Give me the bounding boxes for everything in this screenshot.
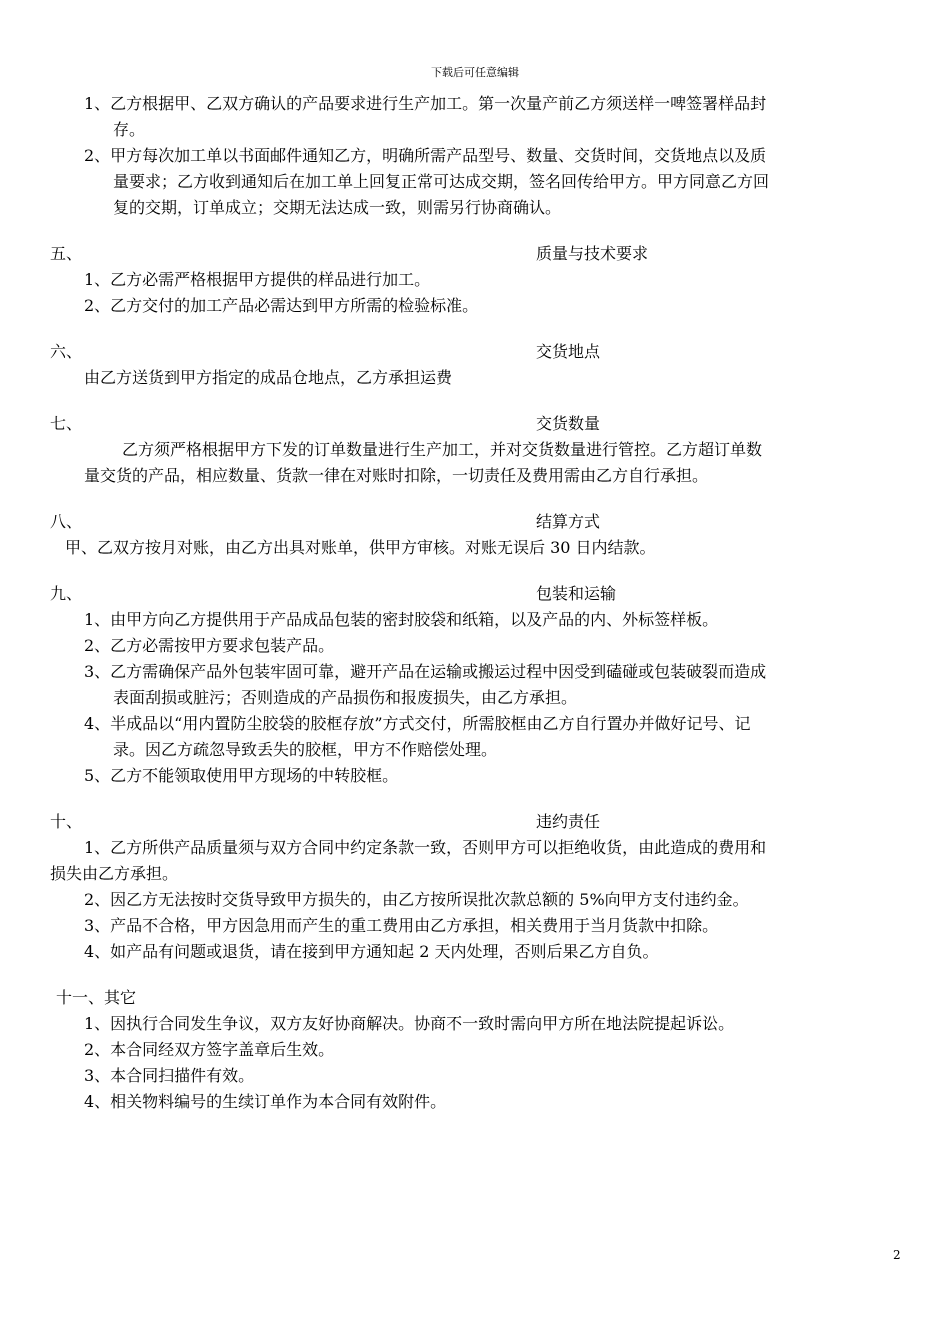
section-10-heading bbox=[50, 809, 906, 835]
section-5-item: 1、乙方必需严格根据甲方提供的样品进行加工。 bbox=[84, 270, 431, 289]
section-number: 九、 bbox=[50, 584, 83, 603]
section-number: 八、 bbox=[50, 512, 83, 531]
section-11-item: 4、相关物料编号的生续订单作为本合同有效附件。 bbox=[84, 1092, 447, 1111]
intro-clause-1: 1、乙方根据甲、乙双方确认的产品要求进行生产加工。第一次量产前乙方须送样一啤签署样品封 bbox=[84, 94, 767, 113]
section-title: 交货地点 bbox=[536, 342, 601, 361]
intro-clause-2-cont: 复的交期，订单成立；交期无法达成一致，则需另行协商确认。 bbox=[113, 198, 562, 217]
intro-clause-1-cont: 存。 bbox=[113, 120, 146, 139]
section-10-item: 3、产品不合格，甲方因急用而产生的重工费用由乙方承担，相关费用于当月货款中扣除。 bbox=[84, 916, 719, 935]
section-title: 交货数量 bbox=[536, 414, 601, 433]
section-9-item-cont: 录。因乙方疏忽导致丢失的胶框，甲方不作赔偿处理。 bbox=[113, 740, 498, 759]
section-11-item: 3、本合同扫描件有效。 bbox=[84, 1066, 255, 1085]
section-9-heading bbox=[50, 581, 906, 607]
section-10-item: 4、如产品有问题或退货，请在接到甲方通知起 2 天内处理，否则后果乙方自负。 bbox=[84, 942, 659, 961]
section-7-text: 乙方须严格根据甲方下发的订单数量进行生产加工，并对交货数量进行管控。乙方超订单数 bbox=[122, 440, 763, 459]
section-title: 违约责任 bbox=[536, 812, 601, 831]
intro-clause-2-cont: 量要求；乙方收到通知后在加工单上回复正常可达成交期，签名回传给甲方。甲方同意乙方回 bbox=[113, 172, 770, 191]
page-header: 下载后可任意编辑 bbox=[431, 66, 519, 79]
section-11-heading: 十一、其它 bbox=[56, 988, 137, 1007]
section-title: 包装和运输 bbox=[536, 584, 617, 603]
section-number: 十、 bbox=[50, 812, 83, 831]
section-5-item: 2、乙方交付的加工产品必需达到甲方所需的检验标准。 bbox=[84, 296, 479, 315]
document-body bbox=[50, 91, 906, 1115]
page-number: 2 bbox=[893, 1248, 901, 1262]
section-number: 五、 bbox=[50, 244, 83, 263]
section-number: 七、 bbox=[50, 414, 83, 433]
section-title: 质量与技术要求 bbox=[536, 244, 649, 263]
section-10-item: 1、乙方所供产品质量须与双方合同中约定条款一致，否则甲方可以拒绝收货，由此造成的费用和 bbox=[84, 838, 767, 857]
section-9-item: 4、半成品以“用内置防尘胶袋的胶框存放”方式交付，所需胶框由乙方自行置办并做好记号、记 bbox=[84, 714, 751, 733]
section-6-text: 由乙方送货到甲方指定的成品仓地点，乙方承担运费 bbox=[84, 368, 453, 387]
section-9-item: 5、乙方不能领取使用甲方现场的中转胶框。 bbox=[84, 766, 399, 785]
section-11-item: 2、本合同经双方签字盖章后生效。 bbox=[84, 1040, 335, 1059]
section-8-text: 甲、乙双方按月对账，由乙方出具对账单，供甲方审核。对账无误后 30 日内结款。 bbox=[65, 538, 656, 557]
section-10-item-cont: 损失由乙方承担。 bbox=[50, 864, 179, 883]
section-11-item: 1、因执行合同发生争议，双方友好协商解决。协商不一致时需向甲方所在地法院提起诉讼。 bbox=[84, 1014, 735, 1033]
section-9-item: 2、乙方必需按甲方要求包装产品。 bbox=[84, 636, 335, 655]
section-7-heading bbox=[50, 411, 906, 437]
section-number: 六、 bbox=[50, 342, 83, 361]
section-10-item: 2、因乙方无法按时交货导致甲方损失的，由乙方按所误批次款总额的 5%向甲方支付违约金。 bbox=[84, 890, 749, 909]
intro-clause-2: 2、甲方每次加工单以书面邮件通知乙方，明确所需产品型号、数量、交货时间，交货地点以及质 bbox=[84, 146, 767, 165]
section-9-item: 1、由甲方向乙方提供用于产品成品包装的密封胶袋和纸箱，以及产品的内、外标签样板。 bbox=[84, 610, 719, 629]
section-6-heading bbox=[50, 339, 906, 365]
section-5-heading bbox=[50, 241, 906, 267]
section-9-item: 3、乙方需确保产品外包装牢固可靠，避开产品在运输或搬运过程中因受到磕碰或包装破裂而造成 bbox=[84, 662, 767, 681]
section-7-text-cont: 量交货的产品，相应数量、货款一律在对账时扣除，一切责任及费用需由乙方自行承担。 bbox=[84, 466, 709, 485]
section-8-heading bbox=[50, 509, 906, 535]
section-title: 结算方式 bbox=[536, 512, 601, 531]
section-9-item-cont: 表面刮损或脏污；否则造成的产品损伤和报废损失，由乙方承担。 bbox=[113, 688, 578, 707]
